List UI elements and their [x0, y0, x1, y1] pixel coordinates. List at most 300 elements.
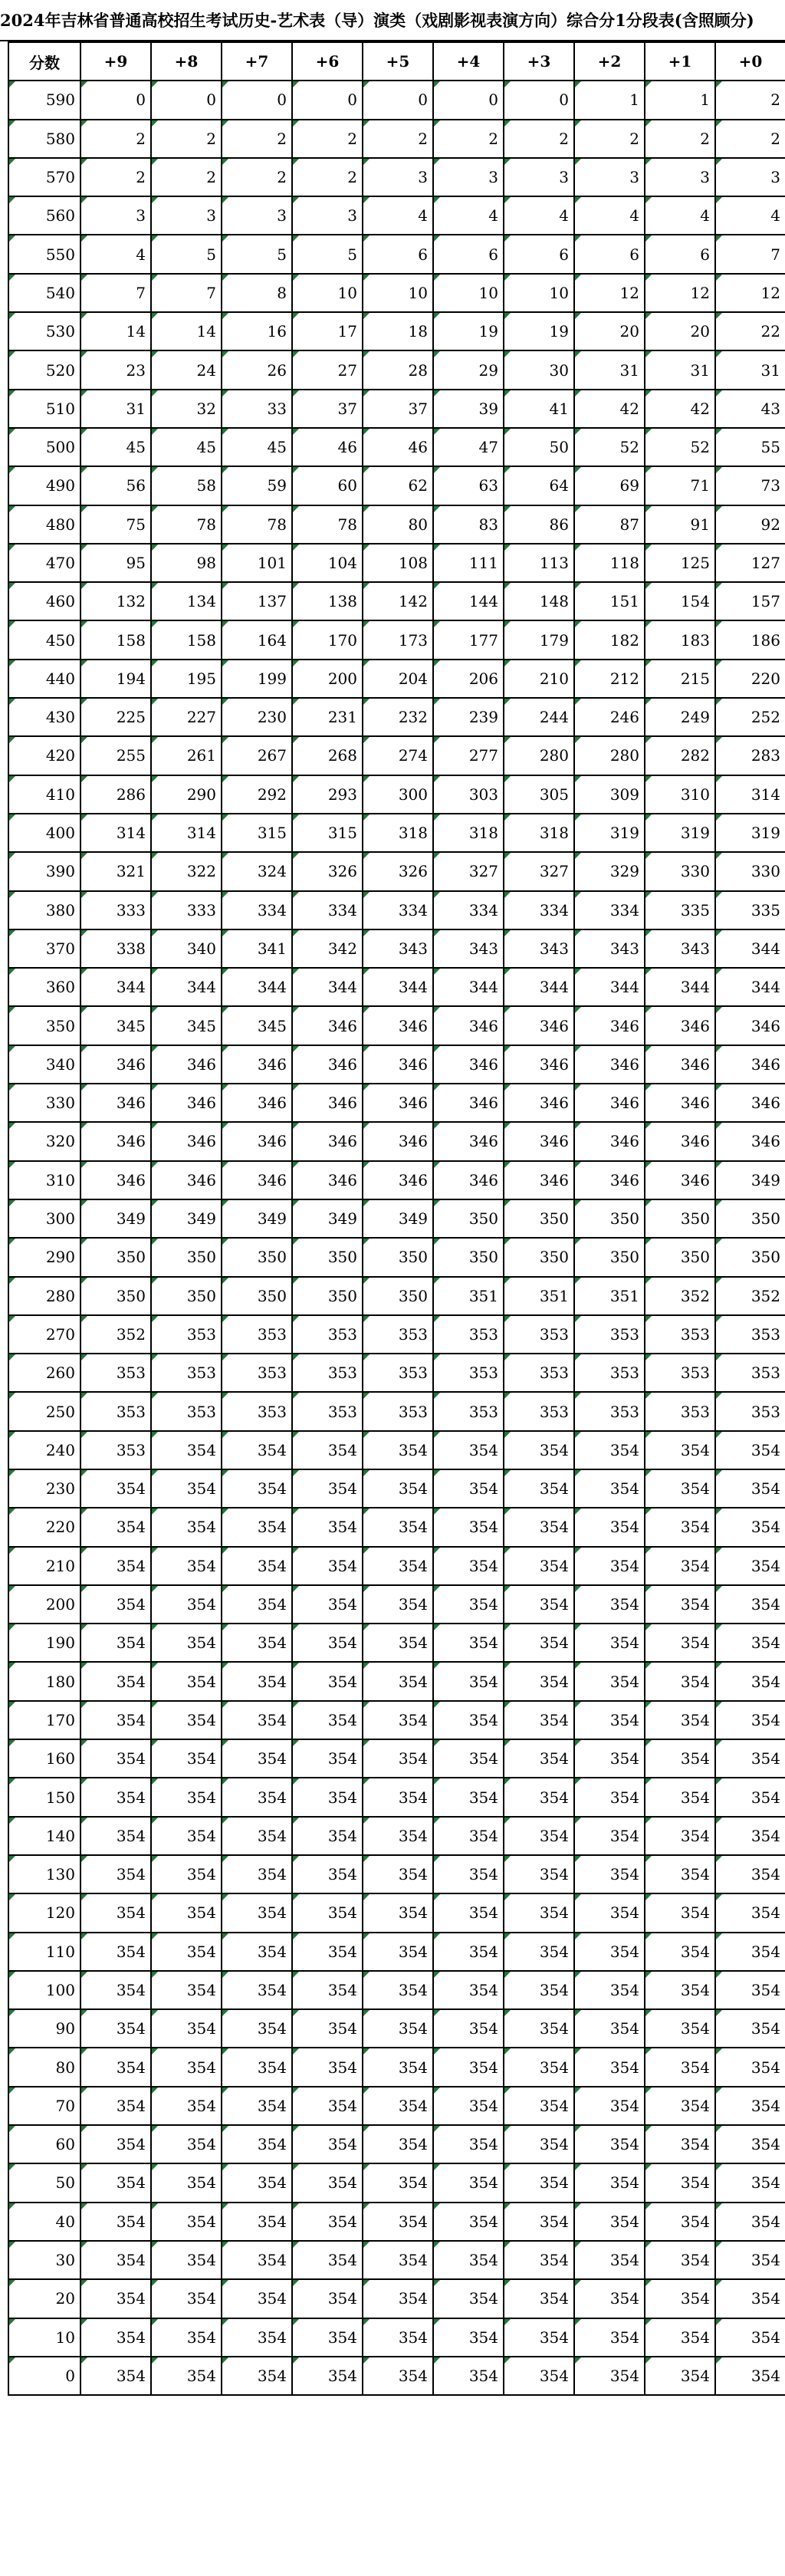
table-row — [8, 968, 785, 1006]
count-cell: 17 — [292, 312, 363, 350]
count-cell: 346 — [574, 1084, 645, 1122]
count-cell: 239 — [433, 698, 504, 736]
count-cell: 354 — [292, 2279, 363, 2318]
table-row — [8, 814, 785, 852]
count-cell: 354 — [222, 1624, 292, 1662]
count-cell: 354 — [715, 2009, 785, 2048]
count-cell: 86 — [504, 505, 574, 544]
table-row — [8, 2125, 785, 2163]
count-cell: 354 — [504, 1547, 574, 1585]
table-row — [8, 698, 785, 736]
count-cell: 346 — [645, 1084, 715, 1122]
count-cell: 346 — [80, 1161, 151, 1199]
count-cell: 7 — [151, 274, 222, 312]
score-cell: 310 — [8, 1161, 80, 1199]
count-cell: 354 — [151, 1547, 222, 1585]
table-row — [8, 1469, 785, 1508]
count-cell: 354 — [292, 1508, 363, 1546]
count-cell: 1 — [645, 81, 715, 119]
table-row — [8, 274, 785, 312]
count-cell: 321 — [80, 852, 151, 890]
count-cell: 354 — [574, 1624, 645, 1662]
count-cell: 354 — [363, 1431, 433, 1469]
count-cell: 318 — [433, 814, 504, 852]
count-cell: 354 — [80, 1893, 151, 1932]
table-row — [8, 235, 785, 273]
count-cell: 78 — [151, 505, 222, 544]
count-cell: 354 — [80, 1739, 151, 1778]
count-cell: 173 — [363, 620, 433, 659]
count-cell: 354 — [151, 1701, 222, 1739]
count-cell: 354 — [80, 1469, 151, 1508]
count-cell: 2 — [292, 120, 363, 158]
score-cell: 400 — [8, 814, 80, 852]
count-cell: 354 — [363, 1933, 433, 1971]
count-cell: 353 — [645, 1315, 715, 1354]
count-cell: 354 — [715, 1701, 785, 1739]
count-cell: 354 — [645, 2087, 715, 2125]
count-cell: 20 — [645, 312, 715, 350]
count-cell: 346 — [292, 1122, 363, 1160]
count-cell: 354 — [80, 1508, 151, 1546]
count-cell: 29 — [433, 350, 504, 389]
count-cell: 154 — [645, 582, 715, 620]
count-cell: 47 — [433, 428, 504, 466]
count-cell: 26 — [222, 350, 292, 389]
table-header — [8, 42, 785, 81]
count-cell: 354 — [433, 2203, 504, 2241]
table-row — [8, 2048, 785, 2086]
count-cell: 346 — [222, 1122, 292, 1160]
count-cell: 3 — [363, 158, 433, 196]
count-cell: 0 — [151, 81, 222, 119]
count-cell: 286 — [80, 775, 151, 814]
count-cell: 354 — [363, 2203, 433, 2241]
count-cell: 354 — [292, 2163, 363, 2202]
column-header: +5 — [363, 42, 433, 81]
count-cell: 354 — [151, 2087, 222, 2125]
count-cell: 6 — [363, 235, 433, 273]
count-cell: 354 — [574, 1971, 645, 2009]
count-cell: 346 — [292, 1161, 363, 1199]
table-row — [8, 1662, 785, 1700]
score-cell: 220 — [8, 1508, 80, 1546]
count-cell: 204 — [363, 660, 433, 698]
score-cell: 510 — [8, 390, 80, 428]
table-row — [8, 1508, 785, 1546]
count-cell: 132 — [80, 582, 151, 620]
count-cell: 277 — [433, 736, 504, 775]
count-cell: 282 — [645, 736, 715, 775]
count-cell: 2 — [222, 120, 292, 158]
count-cell: 346 — [151, 1122, 222, 1160]
count-cell: 232 — [363, 698, 433, 736]
count-cell: 351 — [433, 1277, 504, 1315]
count-cell: 183 — [645, 620, 715, 659]
count-cell: 353 — [433, 1392, 504, 1430]
score-cell: 190 — [8, 1624, 80, 1662]
count-cell: 354 — [80, 1933, 151, 1971]
table-row — [8, 1315, 785, 1354]
table-row — [8, 620, 785, 659]
score-cell: 590 — [8, 81, 80, 119]
score-cell: 240 — [8, 1431, 80, 1469]
count-cell: 2 — [292, 158, 363, 196]
count-cell: 354 — [292, 1971, 363, 2009]
count-cell: 350 — [715, 1238, 785, 1276]
count-cell: 12 — [715, 274, 785, 312]
count-cell: 343 — [363, 929, 433, 968]
count-cell: 350 — [363, 1277, 433, 1315]
count-cell: 354 — [222, 2279, 292, 2318]
count-cell: 249 — [645, 698, 715, 736]
count-cell: 55 — [715, 428, 785, 466]
count-cell: 71 — [645, 466, 715, 505]
count-cell: 354 — [292, 2048, 363, 2086]
count-cell: 354 — [433, 2048, 504, 2086]
count-cell: 231 — [292, 698, 363, 736]
count-cell: 346 — [504, 1006, 574, 1045]
count-cell: 354 — [433, 2125, 504, 2163]
count-cell: 354 — [504, 2279, 574, 2318]
count-cell: 354 — [151, 1855, 222, 1893]
count-cell: 354 — [574, 1817, 645, 1855]
count-cell: 334 — [574, 891, 645, 929]
count-cell: 353 — [80, 1431, 151, 1469]
count-cell: 354 — [363, 2163, 433, 2202]
table-row — [8, 2318, 785, 2357]
count-cell: 45 — [222, 428, 292, 466]
count-cell: 354 — [80, 1817, 151, 1855]
count-cell: 350 — [574, 1238, 645, 1276]
count-cell: 344 — [292, 968, 363, 1006]
score-cell: 370 — [8, 929, 80, 968]
count-cell: 354 — [504, 1431, 574, 1469]
count-cell: 227 — [151, 698, 222, 736]
count-cell: 353 — [504, 1392, 574, 1430]
table-row — [8, 2279, 785, 2318]
count-cell: 346 — [433, 1084, 504, 1122]
count-cell: 354 — [363, 2241, 433, 2279]
table-row — [8, 158, 785, 196]
count-cell: 353 — [715, 1315, 785, 1354]
count-cell: 292 — [222, 775, 292, 814]
count-cell: 354 — [80, 2357, 151, 2395]
count-cell: 346 — [363, 1084, 433, 1122]
count-cell: 334 — [292, 891, 363, 929]
count-cell: 354 — [504, 1817, 574, 1855]
count-cell: 354 — [645, 1739, 715, 1778]
table-row — [8, 312, 785, 350]
count-cell: 18 — [363, 312, 433, 350]
count-cell: 354 — [433, 1971, 504, 2009]
count-cell: 318 — [504, 814, 574, 852]
count-cell: 50 — [504, 428, 574, 466]
table-row — [8, 81, 785, 119]
count-cell: 353 — [715, 1392, 785, 1430]
count-cell: 31 — [80, 390, 151, 428]
count-cell: 354 — [363, 2009, 433, 2048]
score-cell: 330 — [8, 1084, 80, 1122]
count-cell: 354 — [574, 1547, 645, 1585]
count-cell: 354 — [574, 2203, 645, 2241]
table-row — [8, 1431, 785, 1469]
count-cell: 280 — [574, 736, 645, 775]
count-cell: 319 — [715, 814, 785, 852]
table-row — [8, 1739, 785, 1778]
count-cell: 353 — [574, 1315, 645, 1354]
count-cell: 354 — [151, 2318, 222, 2357]
count-cell: 125 — [645, 544, 715, 582]
table-row — [8, 1238, 785, 1276]
count-cell: 327 — [504, 852, 574, 890]
count-cell: 31 — [574, 350, 645, 389]
count-cell: 354 — [151, 1662, 222, 1700]
count-cell: 354 — [433, 1778, 504, 1816]
count-cell: 158 — [80, 620, 151, 659]
count-cell: 290 — [151, 775, 222, 814]
count-cell: 354 — [504, 2163, 574, 2202]
count-cell: 354 — [645, 1547, 715, 1585]
score-cell: 90 — [8, 2009, 80, 2048]
count-cell: 2 — [504, 120, 574, 158]
score-cell: 540 — [8, 274, 80, 312]
count-cell: 353 — [80, 1354, 151, 1392]
count-cell: 346 — [433, 1161, 504, 1199]
count-cell: 354 — [433, 1662, 504, 1700]
count-cell: 37 — [363, 390, 433, 428]
count-cell: 0 — [292, 81, 363, 119]
count-cell: 354 — [222, 1662, 292, 1700]
score-cell: 160 — [8, 1739, 80, 1778]
count-cell: 354 — [715, 1624, 785, 1662]
count-cell: 41 — [504, 390, 574, 428]
count-cell: 349 — [292, 1199, 363, 1238]
count-cell: 354 — [433, 1701, 504, 1739]
count-cell: 12 — [645, 274, 715, 312]
count-cell: 10 — [292, 274, 363, 312]
count-cell: 354 — [574, 2279, 645, 2318]
count-cell: 354 — [574, 2163, 645, 2202]
count-cell: 344 — [715, 968, 785, 1006]
count-cell: 335 — [645, 891, 715, 929]
count-cell: 346 — [363, 1045, 433, 1084]
count-cell: 319 — [645, 814, 715, 852]
count-cell: 354 — [363, 1585, 433, 1624]
count-cell: 32 — [151, 390, 222, 428]
count-cell: 346 — [151, 1161, 222, 1199]
count-cell: 30 — [504, 350, 574, 389]
count-cell: 354 — [715, 1933, 785, 1971]
count-cell: 14 — [80, 312, 151, 350]
count-cell: 354 — [715, 2279, 785, 2318]
count-cell: 305 — [504, 775, 574, 814]
table-row — [8, 1933, 785, 1971]
score-cell: 100 — [8, 1971, 80, 2009]
count-cell: 52 — [645, 428, 715, 466]
table-row — [8, 120, 785, 158]
count-cell: 354 — [80, 2203, 151, 2241]
score-cell: 570 — [8, 158, 80, 196]
count-cell: 354 — [292, 2087, 363, 2125]
count-cell: 354 — [151, 1933, 222, 1971]
count-cell: 354 — [151, 1893, 222, 1932]
count-cell: 354 — [292, 2125, 363, 2163]
table-row — [8, 428, 785, 466]
count-cell: 346 — [363, 1122, 433, 1160]
count-cell: 354 — [151, 2009, 222, 2048]
count-cell: 354 — [151, 2279, 222, 2318]
count-cell: 346 — [715, 1122, 785, 1160]
count-cell: 261 — [151, 736, 222, 775]
count-cell: 80 — [363, 505, 433, 544]
count-cell: 354 — [433, 2357, 504, 2395]
count-cell: 354 — [80, 2279, 151, 2318]
count-cell: 0 — [433, 81, 504, 119]
table-row — [8, 2009, 785, 2048]
count-cell: 12 — [574, 274, 645, 312]
count-cell: 314 — [715, 775, 785, 814]
count-cell: 354 — [645, 1585, 715, 1624]
count-cell: 300 — [363, 775, 433, 814]
count-cell: 3 — [151, 196, 222, 235]
count-cell: 342 — [292, 929, 363, 968]
count-cell: 354 — [151, 2203, 222, 2241]
count-cell: 3 — [715, 158, 785, 196]
count-cell: 354 — [504, 1508, 574, 1546]
count-cell: 354 — [715, 1431, 785, 1469]
count-cell: 354 — [574, 1739, 645, 1778]
count-cell: 350 — [433, 1238, 504, 1276]
count-cell: 350 — [80, 1277, 151, 1315]
count-cell: 31 — [715, 350, 785, 389]
count-cell: 354 — [504, 2318, 574, 2357]
score-cell: 500 — [8, 428, 80, 466]
count-cell: 354 — [363, 1817, 433, 1855]
count-cell: 354 — [645, 1624, 715, 1662]
count-cell: 354 — [715, 2125, 785, 2163]
count-cell: 73 — [715, 466, 785, 505]
count-cell: 354 — [645, 2048, 715, 2086]
count-cell: 353 — [433, 1354, 504, 1392]
count-cell: 20 — [574, 312, 645, 350]
count-cell: 354 — [292, 1701, 363, 1739]
count-cell: 346 — [504, 1045, 574, 1084]
count-cell: 31 — [645, 350, 715, 389]
count-cell: 354 — [504, 1971, 574, 2009]
table-row — [8, 1778, 785, 1816]
count-cell: 344 — [574, 968, 645, 1006]
count-cell: 354 — [363, 1778, 433, 1816]
count-cell: 346 — [715, 1006, 785, 1045]
count-cell: 354 — [715, 1547, 785, 1585]
table-row — [8, 2357, 785, 2395]
table-row — [8, 1624, 785, 1662]
table-body — [8, 81, 785, 2395]
count-cell: 268 — [292, 736, 363, 775]
score-table — [8, 41, 785, 2396]
count-cell: 354 — [292, 2241, 363, 2279]
count-cell: 45 — [151, 428, 222, 466]
count-cell: 346 — [715, 1045, 785, 1084]
count-cell: 346 — [504, 1122, 574, 1160]
score-cell: 440 — [8, 660, 80, 698]
count-cell: 354 — [222, 2048, 292, 2086]
count-cell: 346 — [645, 1161, 715, 1199]
count-cell: 350 — [292, 1238, 363, 1276]
table-row — [8, 1006, 785, 1045]
count-cell: 352 — [80, 1315, 151, 1354]
score-cell: 140 — [8, 1817, 80, 1855]
count-cell: 354 — [504, 1855, 574, 1893]
count-cell: 206 — [433, 660, 504, 698]
count-cell: 2 — [715, 120, 785, 158]
count-cell: 340 — [151, 929, 222, 968]
count-cell: 354 — [504, 2087, 574, 2125]
count-cell: 58 — [151, 466, 222, 505]
column-header: +1 — [645, 42, 715, 81]
score-cell: 300 — [8, 1199, 80, 1238]
count-cell: 354 — [645, 2203, 715, 2241]
count-cell: 354 — [292, 1624, 363, 1662]
count-cell: 3 — [504, 158, 574, 196]
score-cell: 210 — [8, 1547, 80, 1585]
count-cell: 354 — [645, 1701, 715, 1739]
count-cell: 354 — [645, 2163, 715, 2202]
count-cell: 39 — [433, 390, 504, 428]
count-cell: 354 — [222, 2087, 292, 2125]
count-cell: 354 — [715, 2163, 785, 2202]
count-cell: 16 — [222, 312, 292, 350]
count-cell: 3 — [222, 196, 292, 235]
count-cell: 354 — [222, 1778, 292, 1816]
count-cell: 354 — [222, 1817, 292, 1855]
count-cell: 354 — [222, 1508, 292, 1546]
count-cell: 353 — [645, 1392, 715, 1430]
score-cell: 200 — [8, 1585, 80, 1624]
count-cell: 354 — [151, 2163, 222, 2202]
count-cell: 354 — [433, 2009, 504, 2048]
count-cell: 354 — [151, 1585, 222, 1624]
count-cell: 142 — [363, 582, 433, 620]
table-row — [8, 505, 785, 544]
count-cell: 354 — [151, 2125, 222, 2163]
count-cell: 354 — [151, 2048, 222, 2086]
score-cell: 10 — [8, 2318, 80, 2357]
score-cell: 130 — [8, 1855, 80, 1893]
count-cell: 170 — [292, 620, 363, 659]
score-cell: 580 — [8, 120, 80, 158]
count-cell: 354 — [645, 1855, 715, 1893]
count-cell: 354 — [80, 1855, 151, 1893]
count-cell: 354 — [292, 1739, 363, 1778]
count-cell: 69 — [574, 466, 645, 505]
header-row — [8, 42, 785, 81]
table-row — [8, 1855, 785, 1893]
table-row — [8, 1161, 785, 1199]
column-header: 分数 — [8, 42, 80, 81]
count-cell: 303 — [433, 775, 504, 814]
count-cell: 353 — [292, 1392, 363, 1430]
table-row — [8, 1392, 785, 1430]
count-cell: 344 — [222, 968, 292, 1006]
count-cell: 3 — [292, 196, 363, 235]
count-cell: 4 — [504, 196, 574, 235]
count-cell: 2 — [645, 120, 715, 158]
count-cell: 64 — [504, 466, 574, 505]
count-cell: 4 — [715, 196, 785, 235]
count-cell: 354 — [574, 2087, 645, 2125]
